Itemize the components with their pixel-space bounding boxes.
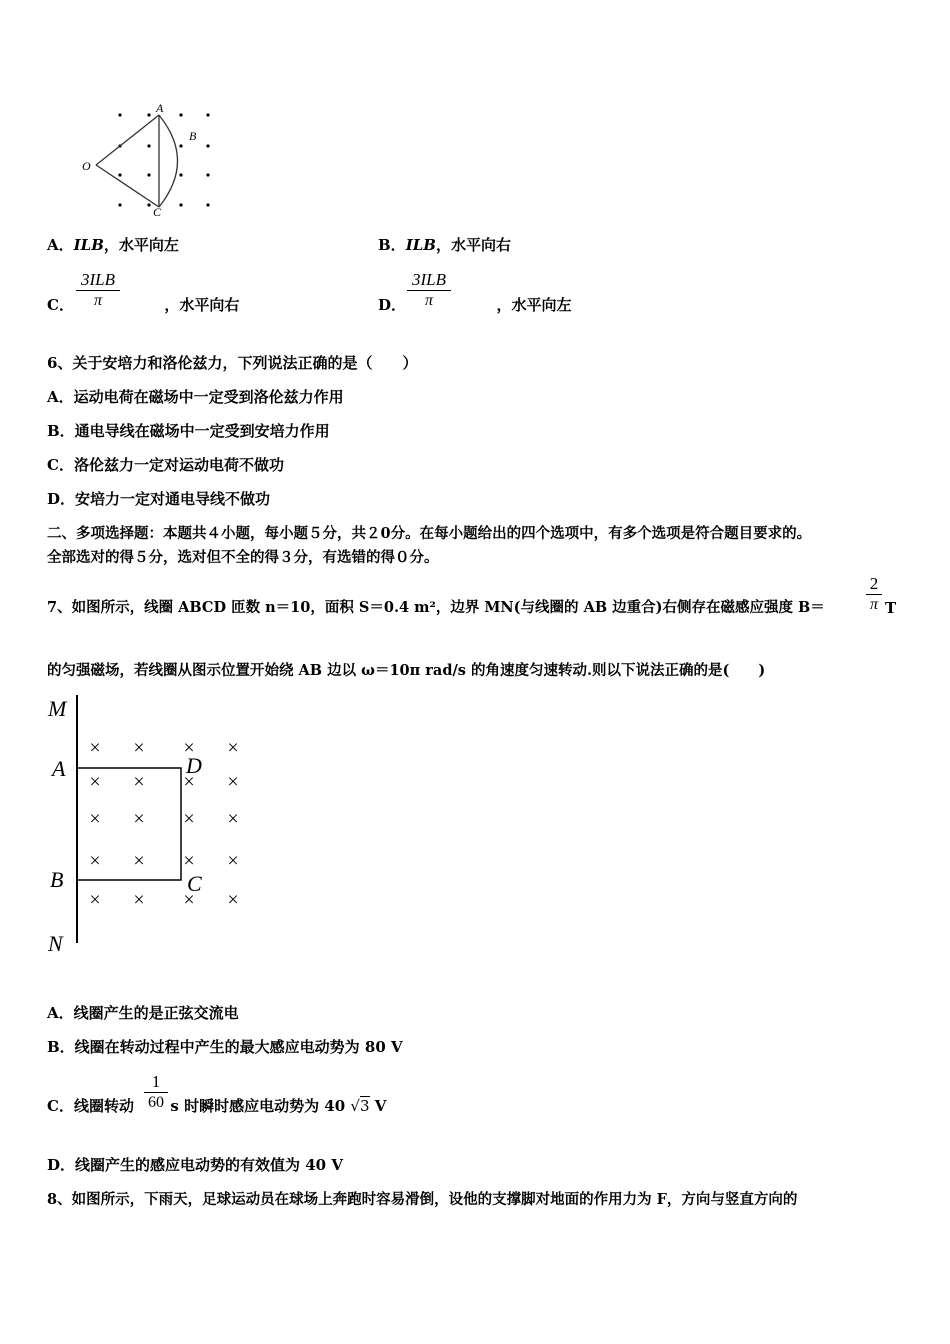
q7-option-d: D．线圈产生的感应电动势的有效值为 40 V <box>47 1156 343 1174</box>
field-cross: × <box>227 808 239 830</box>
q7-option-b: B．线圈在转动过程中产生的最大感应电动势为 80 V <box>47 1038 403 1056</box>
q6-option-d: D．安培力一定对通电导线不做功 <box>47 490 271 508</box>
label-A: A <box>156 101 164 115</box>
q7-option-c: C．线圈转动 s 时瞬时感应电动势为 40 √3 V <box>47 1097 387 1115</box>
field-cross: × <box>227 850 239 872</box>
q5-option-a: A．ILB，水平向左 <box>47 236 179 254</box>
field-cross: × <box>183 808 195 830</box>
q5-option-c: C． ，水平向右 <box>47 296 240 314</box>
q6-stem: 6、关于安培力和洛伦兹力，下列说法正确的是（ ） <box>47 354 418 372</box>
field-cross: × <box>133 737 145 759</box>
sqrt-symbol: √ <box>350 1097 360 1115</box>
field-cross: × <box>89 737 101 759</box>
label-B: B <box>50 867 64 892</box>
label-D: D <box>186 753 202 778</box>
field-cross: × <box>133 889 145 911</box>
label-N: N <box>48 931 63 956</box>
field-cross: × <box>89 850 101 872</box>
q7-stem-line2: 的匀强磁场，若线圈从图示位置开始绕 AB 边以 ω＝10π rad/s 的角速度匀速转动.则以下说法正确的是( ) <box>47 662 766 679</box>
q7-option-a: A．线圈产生的是正弦交流电 <box>47 1004 239 1022</box>
q6-option-b: B．通电导线在磁场中一定受到安培力作用 <box>47 422 330 440</box>
label-C: C <box>187 871 202 896</box>
field-cross: × <box>183 850 195 872</box>
label-O: O <box>82 159 91 173</box>
q6-option-a: A．运动电荷在磁场中一定受到洛伦兹力作用 <box>47 388 344 406</box>
q5-option-d-fraction: 3ILB π <box>407 270 451 311</box>
section2-line1: 二、多项选择题：本题共４小题，每小题５分，共２0分。在每小题给出的四个选项中，有多个选项是符合题目要求的。 <box>47 525 812 542</box>
q7-b-fraction: 2 π <box>866 574 882 615</box>
field-cross: × <box>227 737 239 759</box>
q7-option-c-fraction: 1 60 <box>144 1072 168 1113</box>
label-C: C <box>153 205 162 219</box>
field-cross: × <box>133 771 145 793</box>
q5-option-b: B．ILB，水平向右 <box>378 236 511 254</box>
field-cross: × <box>133 808 145 830</box>
field-cross: × <box>133 850 145 872</box>
label-M: M <box>48 696 67 721</box>
q7-b-unit: T <box>885 599 897 617</box>
field-cross: × <box>227 889 239 911</box>
q5-option-d: D． ，水平向左 <box>378 296 572 314</box>
field-dots <box>118 113 209 206</box>
q5-figure <box>78 100 218 220</box>
field-cross: × <box>89 771 101 793</box>
field-cross: × <box>183 737 195 759</box>
q8-stem: 8、如图所示，下雨天，足球运动员在球场上奔跑时容易滑倒，设他的支撑脚对地面的作用力为 F，方向与竖直方向的 <box>47 1191 798 1208</box>
q7-stem-line1: 7、如图所示，线圈 ABCD 匝数 n＝10，面积 S＝0.4 m²，边界 MN(与线圈的 AB 边重合)右侧存在磁感应强度 B＝ <box>47 599 825 616</box>
field-cross: × <box>89 889 101 911</box>
q5-option-c-fraction: 3ILB π <box>76 270 120 311</box>
q7-figure <box>44 693 254 963</box>
field-cross: × <box>89 808 101 830</box>
field-cross: × <box>227 771 239 793</box>
label-A: A <box>52 756 66 781</box>
field-cross: × <box>183 889 195 911</box>
q6-option-c: C．洛伦兹力一定对运动电荷不做功 <box>47 456 284 474</box>
section2-line2: 全部选对的得５分，选对但不全的得３分，有选错的得０分。 <box>47 549 439 566</box>
label-B: B <box>189 129 197 143</box>
field-cross: × <box>183 771 195 793</box>
